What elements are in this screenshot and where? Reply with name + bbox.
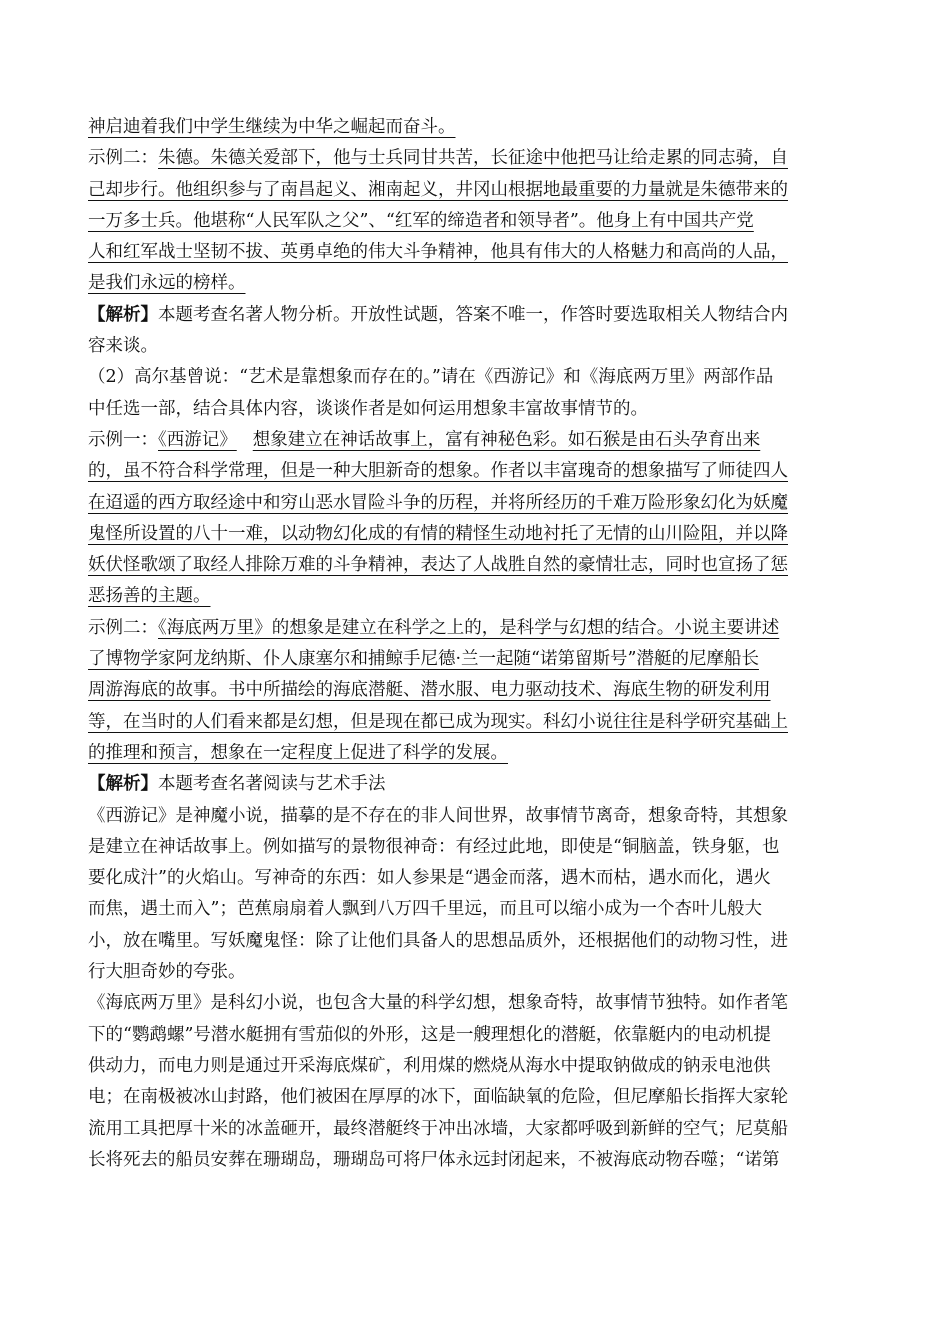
underlined-answer-text: 在迢遥的西方取经途中和穷山恶水冒险斗争的历程，并将所经历的千难万险形象幻化为妖魔 — [88, 492, 788, 513]
underlined-answer-text: 周游海底的故事。书中所描绘的海底潜艇、潜水服、电力驱动技术、海底生物的研发利用 — [88, 680, 771, 701]
text-span: 中任选一部，结合具体内容，谈谈作者是如何运用想象丰富故事情节的。 — [88, 398, 648, 419]
text-line — [88, 1114, 862, 1145]
underlined-answer-text: 神启迪着我们中学生继续为中华之崛起而奋斗。 — [88, 117, 456, 137]
text-span: 下的“鹦鹉螺”号潜水艇拥有雪茄似的外形，这是一艘理想化的潜艇，依靠艇内的电动机提 — [88, 1024, 771, 1045]
text-span: 小，放在嘴里。写妖魔鬼怪：除了让他们具备人的思想品质外，还根据他们的动物习性，进 — [88, 930, 788, 951]
text-span: 供动力，而电力则是通过开采海底煤矿，利用煤的燃烧从海水中提取钠做成的钠汞电池供 — [88, 1055, 771, 1076]
text-line — [88, 175, 862, 206]
underlined-answer-text: 的推理和预言，想象在一定程度上促进了科学的发展。 — [88, 742, 508, 763]
text-span: 电；在南极被冰山封路，他们被困在厚厚的冰下，面临缺氧的危险，但尼摩船长指挥大家轮 — [88, 1087, 788, 1108]
text-line — [88, 832, 862, 863]
text-line — [88, 1082, 862, 1113]
text-line — [88, 675, 862, 706]
underlined-answer-text: 鬼怪所设置的八十一难，以动物幻化成的有情的精怪生动地衬托了无情的山川险阻，并以降 — [88, 523, 788, 544]
underlined-answer-text: 恶扬善的主题。 — [88, 586, 211, 607]
text-line — [88, 488, 862, 519]
text-line — [88, 957, 862, 988]
text-span: 示例二： — [88, 617, 158, 638]
analysis-label: 【解析】 — [88, 774, 158, 795]
text-line — [88, 143, 862, 174]
text-line — [88, 926, 862, 957]
text-line — [88, 362, 862, 393]
text-span: 要化成汁”的火焰山。写神奇的东西：如人参果是“遇金而落，遇木而枯，遇水而化，遇火 — [88, 868, 771, 889]
underlined-answer-text: 己却步行。他组织参与了南昌起义、湘南起义，井冈山根据地最重要的力量就是朱德带来的 — [88, 179, 788, 200]
underlined-answer-text: 妖伏怪歌颂了取经人排除万难的斗争精神，表达了人战胜自然的豪情壮志，同时也宣扬了惩 — [88, 555, 788, 576]
underlined-answer-text: 《西游记》 — [158, 429, 237, 450]
text-span: 示例一： — [88, 429, 158, 450]
underlined-answer-text: 了博物学家阿龙纳斯、仆人康塞尔和捕鲸手尼德·兰一起随“诺第留斯号”潜艇的尼摩船长 — [88, 649, 759, 670]
underlined-answer-text: 的，虽不符合科学常理，但是一种大胆新奇的想象。作者以丰富瑰奇的想象描写了师徒四人 — [88, 461, 788, 482]
text-line — [88, 894, 862, 925]
text-line — [88, 644, 862, 675]
text-span: 行大胆奇妙的夸张。 — [88, 962, 246, 983]
text-line — [88, 1145, 862, 1176]
underlined-answer-text: 一万多士兵。他堪称“人民军队之父”、“红军的缔造者和领导者”。他身上有中国共产党 — [88, 210, 754, 231]
text-span: 而焦，遇土而入”；芭蕉扇扇着人飘到八万四千里远，而且可以缩小成为一个杏叶儿般大 — [88, 899, 762, 920]
text-line — [88, 237, 862, 268]
text-span: 是建立在神话故事上。例如描写的景物很神奇：有经过此地，即使是“铜脑盖，铁身躯，也 — [88, 836, 780, 857]
text-line — [88, 300, 862, 331]
text-line — [88, 988, 862, 1019]
text-line — [88, 1020, 862, 1051]
text-line — [88, 613, 862, 644]
text-line — [88, 1051, 862, 1082]
underlined-answer-text: 等，在当时的人们看来都是幻想，但是现在都已成为现实。科幻小说往往是科学研究基础上 — [88, 711, 788, 732]
underlined-answer-text: 是我们永远的榜样。 — [88, 273, 246, 294]
text-line — [88, 331, 862, 362]
underlined-answer-text: 朱德。朱德关爱部下，他与士兵同甘共苦，长征途中他把马让给走累的同志骑，自 — [158, 148, 788, 169]
text-line — [88, 769, 862, 800]
underlined-answer-text: 《海底两万里》的想象是建立在科学之上的，是科学与幻想的结合。小说主要讲述 — [158, 617, 780, 638]
text-line — [88, 738, 862, 769]
text-line — [88, 206, 862, 237]
text-line — [88, 112, 862, 143]
text-span: 本题考查名著人物分析。开放性试题，答案不唯一，作答时要选取相关人物结合内 — [158, 304, 788, 325]
text-span: 长将死去的船员安葬在珊瑚岛，珊瑚岛可将尸体永远封闭起来，不被海底动物吞噬；“诺第 — [88, 1149, 780, 1170]
text-line — [88, 801, 862, 832]
text-line — [88, 425, 862, 456]
text-span: 流用工具把厚十米的冰盖砸开，最终潜艇终于冲出冰墙，大家都呼吸到新鲜的空气；尼莫船 — [88, 1118, 788, 1139]
text-span: 《海底两万里》是科幻小说，也包含大量的科学幻想，想象奇特，故事情节独特。如作者笔 — [88, 993, 788, 1014]
text-line — [88, 707, 862, 738]
text-line — [88, 456, 862, 487]
text-span: 《西游记》是神魔小说，描摹的是不存在的非人间世界，故事情节离奇，想象奇特，其想象 — [88, 805, 788, 826]
text-span: （2）高尔基曾说：“艺术是靠想象而存在的。”请在《西游记》和《海底两万里》两部作品 — [88, 367, 774, 388]
text-span: 本题考查名著阅读与艺术手法 — [158, 774, 386, 795]
text-line — [88, 550, 862, 581]
text-line — [88, 268, 862, 299]
underlined-answer-text: 想象建立在神话故事上，富有神秘色彩。如石猴是由石头孕育出来 — [252, 429, 761, 450]
text-line — [88, 394, 862, 425]
text-line — [88, 519, 862, 550]
text-span: 示例二： — [88, 148, 158, 169]
underlined-answer-text: 人和红军战士坚韧不拔、英勇卓绝的伟大斗争精神，他具有伟大的人格魅力和高尚的人品， — [88, 242, 788, 263]
analysis-label: 【解析】 — [88, 304, 158, 325]
text-line — [88, 581, 862, 612]
text-line — [88, 863, 862, 894]
text-span: 容来谈。 — [88, 336, 158, 357]
